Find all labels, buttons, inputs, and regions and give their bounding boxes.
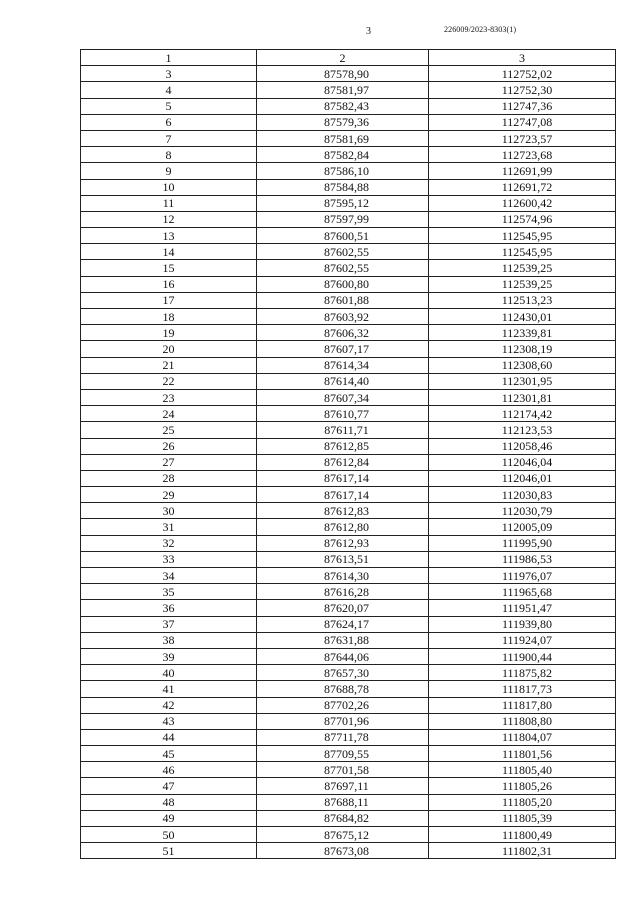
- x-coordinate-cell: 87579,36: [257, 114, 429, 130]
- y-coordinate-cell: 112123,53: [429, 422, 616, 438]
- x-coordinate-cell: 87582,43: [257, 98, 429, 114]
- x-coordinate-cell: 87612,83: [257, 503, 429, 519]
- table-row: [81, 568, 616, 584]
- x-coordinate-cell: 87701,96: [257, 713, 429, 729]
- table-row: [81, 519, 616, 535]
- x-coordinate-cell: 87675,12: [257, 827, 429, 843]
- table-row: [81, 114, 616, 130]
- x-coordinate-cell: 87614,40: [257, 373, 429, 389]
- point-number-cell: 14: [81, 244, 257, 260]
- x-coordinate-cell: 87586,10: [257, 163, 429, 179]
- x-coordinate-cell: 87612,93: [257, 535, 429, 551]
- x-coordinate-cell: 87614,30: [257, 568, 429, 584]
- x-coordinate-cell: 87581,69: [257, 130, 429, 146]
- y-coordinate-cell: 111804,07: [429, 729, 616, 745]
- y-coordinate-cell: 112752,02: [429, 66, 616, 82]
- x-coordinate-cell: 87606,32: [257, 325, 429, 341]
- point-number-cell: 45: [81, 746, 257, 762]
- point-number-cell: 12: [81, 211, 257, 227]
- point-number-cell: 6: [81, 114, 257, 130]
- x-coordinate-cell: 87581,97: [257, 82, 429, 98]
- point-number-cell: 48: [81, 794, 257, 810]
- table-row: [81, 810, 616, 826]
- table-row: [81, 211, 616, 227]
- column-header-2: 2: [257, 50, 429, 66]
- x-coordinate-cell: 87644,06: [257, 648, 429, 664]
- table-row: [81, 729, 616, 745]
- point-number-cell: 10: [81, 179, 257, 195]
- y-coordinate-cell: 112301,81: [429, 389, 616, 405]
- table-row: [81, 665, 616, 681]
- point-number-cell: 3: [81, 66, 257, 82]
- x-coordinate-cell: 87595,12: [257, 195, 429, 211]
- point-number-cell: 40: [81, 665, 257, 681]
- table-row: [81, 130, 616, 146]
- y-coordinate-cell: 112513,23: [429, 292, 616, 308]
- point-number-cell: 24: [81, 406, 257, 422]
- y-coordinate-cell: 112747,36: [429, 98, 616, 114]
- x-coordinate-cell: 87624,17: [257, 616, 429, 632]
- point-number-cell: 21: [81, 357, 257, 373]
- y-coordinate-cell: 112723,57: [429, 130, 616, 146]
- table-row: [81, 746, 616, 762]
- point-number-cell: 26: [81, 438, 257, 454]
- point-number-cell: 18: [81, 309, 257, 325]
- y-coordinate-cell: 111951,47: [429, 600, 616, 616]
- x-coordinate-cell: 87631,88: [257, 632, 429, 648]
- x-coordinate-cell: 87612,85: [257, 438, 429, 454]
- x-coordinate-cell: 87684,82: [257, 810, 429, 826]
- point-number-cell: 22: [81, 373, 257, 389]
- x-coordinate-cell: 87688,78: [257, 681, 429, 697]
- x-coordinate-cell: 87616,28: [257, 584, 429, 600]
- table-row: [81, 438, 616, 454]
- y-coordinate-cell: 112539,25: [429, 260, 616, 276]
- point-number-cell: 32: [81, 535, 257, 551]
- point-number-cell: 25: [81, 422, 257, 438]
- y-coordinate-cell: 112308,60: [429, 357, 616, 373]
- point-number-cell: 44: [81, 729, 257, 745]
- x-coordinate-cell: 87602,55: [257, 244, 429, 260]
- point-number-cell: 41: [81, 681, 257, 697]
- point-number-cell: 47: [81, 778, 257, 794]
- y-coordinate-cell: 112574,96: [429, 211, 616, 227]
- table-row: [81, 697, 616, 713]
- column-header-1: 1: [81, 50, 257, 66]
- point-number-cell: 5: [81, 98, 257, 114]
- table-row: [81, 373, 616, 389]
- table-body: [81, 66, 616, 859]
- table-row: [81, 406, 616, 422]
- table-row: [81, 487, 616, 503]
- table-row: [81, 389, 616, 405]
- point-number-cell: 35: [81, 584, 257, 600]
- y-coordinate-cell: 111805,39: [429, 810, 616, 826]
- x-coordinate-cell: 87702,26: [257, 697, 429, 713]
- y-coordinate-cell: 111965,68: [429, 584, 616, 600]
- table-row: [81, 195, 616, 211]
- y-coordinate-cell: 112539,25: [429, 276, 616, 292]
- x-coordinate-cell: 87613,51: [257, 551, 429, 567]
- y-coordinate-cell: 111900,44: [429, 648, 616, 664]
- x-coordinate-cell: 87601,88: [257, 292, 429, 308]
- y-coordinate-cell: 112691,72: [429, 179, 616, 195]
- y-coordinate-cell: 112430,01: [429, 309, 616, 325]
- point-number-cell: 16: [81, 276, 257, 292]
- point-number-cell: 23: [81, 389, 257, 405]
- y-coordinate-cell: 112600,42: [429, 195, 616, 211]
- y-coordinate-cell: 112747,08: [429, 114, 616, 130]
- table-row: [81, 422, 616, 438]
- table-row: [81, 454, 616, 470]
- y-coordinate-cell: 111802,31: [429, 843, 616, 859]
- table-header-row: [81, 50, 616, 66]
- table-row: [81, 648, 616, 664]
- point-number-cell: 50: [81, 827, 257, 843]
- table-row: [81, 535, 616, 551]
- point-number-cell: 28: [81, 470, 257, 486]
- x-coordinate-cell: 87617,14: [257, 470, 429, 486]
- x-coordinate-cell: 87711,78: [257, 729, 429, 745]
- y-coordinate-cell: 111808,80: [429, 713, 616, 729]
- point-number-cell: 7: [81, 130, 257, 146]
- x-coordinate-cell: 87603,92: [257, 309, 429, 325]
- table-row: [81, 503, 616, 519]
- x-coordinate-cell: 87607,34: [257, 389, 429, 405]
- x-coordinate-cell: 87610,77: [257, 406, 429, 422]
- y-coordinate-cell: 112545,95: [429, 228, 616, 244]
- x-coordinate-cell: 87620,07: [257, 600, 429, 616]
- table-row: [81, 827, 616, 843]
- point-number-cell: 13: [81, 228, 257, 244]
- table-row: [81, 713, 616, 729]
- point-number-cell: 17: [81, 292, 257, 308]
- y-coordinate-cell: 112308,19: [429, 341, 616, 357]
- point-number-cell: 19: [81, 325, 257, 341]
- y-coordinate-cell: 112030,83: [429, 487, 616, 503]
- point-number-cell: 34: [81, 568, 257, 584]
- x-coordinate-cell: 87584,88: [257, 179, 429, 195]
- table-row: [81, 292, 616, 308]
- y-coordinate-cell: 111805,40: [429, 762, 616, 778]
- point-number-cell: 42: [81, 697, 257, 713]
- x-coordinate-cell: 87607,17: [257, 341, 429, 357]
- y-coordinate-cell: 112058,46: [429, 438, 616, 454]
- table-row: [81, 244, 616, 260]
- y-coordinate-cell: 112005,09: [429, 519, 616, 535]
- y-coordinate-cell: 112046,01: [429, 470, 616, 486]
- point-number-cell: 37: [81, 616, 257, 632]
- y-coordinate-cell: 111805,20: [429, 794, 616, 810]
- y-coordinate-cell: 112752,30: [429, 82, 616, 98]
- table-row: [81, 778, 616, 794]
- table-row: [81, 98, 616, 114]
- point-number-cell: 38: [81, 632, 257, 648]
- x-coordinate-cell: 87612,84: [257, 454, 429, 470]
- x-coordinate-cell: 87578,90: [257, 66, 429, 82]
- table-row: [81, 260, 616, 276]
- point-number-cell: 51: [81, 843, 257, 859]
- x-coordinate-cell: 87611,71: [257, 422, 429, 438]
- page-number: 3: [366, 26, 371, 37]
- point-number-cell: 9: [81, 163, 257, 179]
- table-row: [81, 147, 616, 163]
- x-coordinate-cell: 87657,30: [257, 665, 429, 681]
- x-coordinate-cell: 87709,55: [257, 746, 429, 762]
- coordinates-table: [80, 49, 616, 859]
- point-number-cell: 11: [81, 195, 257, 211]
- y-coordinate-cell: 112301,95: [429, 373, 616, 389]
- x-coordinate-cell: 87697,11: [257, 778, 429, 794]
- x-coordinate-cell: 87597,99: [257, 211, 429, 227]
- y-coordinate-cell: 112691,99: [429, 163, 616, 179]
- point-number-cell: 31: [81, 519, 257, 535]
- table-row: [81, 66, 616, 82]
- table-row: [81, 616, 616, 632]
- y-coordinate-cell: 111924,07: [429, 632, 616, 648]
- table-row: [81, 179, 616, 195]
- column-header-3: 3: [429, 50, 616, 66]
- x-coordinate-cell: 87673,08: [257, 843, 429, 859]
- y-coordinate-cell: 111801,56: [429, 746, 616, 762]
- y-coordinate-cell: 111800,49: [429, 827, 616, 843]
- point-number-cell: 20: [81, 341, 257, 357]
- table-row: [81, 843, 616, 859]
- table-row: [81, 341, 616, 357]
- x-coordinate-cell: 87701,58: [257, 762, 429, 778]
- x-coordinate-cell: 87688,11: [257, 794, 429, 810]
- point-number-cell: 8: [81, 147, 257, 163]
- point-number-cell: 39: [81, 648, 257, 664]
- y-coordinate-cell: 112339,81: [429, 325, 616, 341]
- point-number-cell: 29: [81, 487, 257, 503]
- point-number-cell: 43: [81, 713, 257, 729]
- x-coordinate-cell: 87600,80: [257, 276, 429, 292]
- y-coordinate-cell: 111875,82: [429, 665, 616, 681]
- y-coordinate-cell: 111805,26: [429, 778, 616, 794]
- y-coordinate-cell: 112174,42: [429, 406, 616, 422]
- point-number-cell: 36: [81, 600, 257, 616]
- point-number-cell: 15: [81, 260, 257, 276]
- x-coordinate-cell: 87612,80: [257, 519, 429, 535]
- table-row: [81, 762, 616, 778]
- y-coordinate-cell: 112545,95: [429, 244, 616, 260]
- x-coordinate-cell: 87602,55: [257, 260, 429, 276]
- table-row: [81, 681, 616, 697]
- y-coordinate-cell: 111976,07: [429, 568, 616, 584]
- document-id: 226009/2023-8303(1): [444, 25, 517, 34]
- table-row: [81, 325, 616, 341]
- point-number-cell: 4: [81, 82, 257, 98]
- x-coordinate-cell: 87582,84: [257, 147, 429, 163]
- y-coordinate-cell: 111986,53: [429, 551, 616, 567]
- x-coordinate-cell: 87614,34: [257, 357, 429, 373]
- x-coordinate-cell: 87600,51: [257, 228, 429, 244]
- y-coordinate-cell: 111939,80: [429, 616, 616, 632]
- point-number-cell: 33: [81, 551, 257, 567]
- table-row: [81, 632, 616, 648]
- table-row: [81, 357, 616, 373]
- y-coordinate-cell: 111817,73: [429, 681, 616, 697]
- table-row: [81, 309, 616, 325]
- table-row: [81, 276, 616, 292]
- point-number-cell: 46: [81, 762, 257, 778]
- table-row: [81, 794, 616, 810]
- table-row: [81, 82, 616, 98]
- table-row: [81, 470, 616, 486]
- point-number-cell: 27: [81, 454, 257, 470]
- point-number-cell: 49: [81, 810, 257, 826]
- y-coordinate-cell: 112046,04: [429, 454, 616, 470]
- y-coordinate-cell: 111817,80: [429, 697, 616, 713]
- x-coordinate-cell: 87617,14: [257, 487, 429, 503]
- table-row: [81, 163, 616, 179]
- table-row: [81, 600, 616, 616]
- y-coordinate-cell: 112723,68: [429, 147, 616, 163]
- table-row: [81, 551, 616, 567]
- table-row: [81, 584, 616, 600]
- table-row: [81, 228, 616, 244]
- y-coordinate-cell: 111995,90: [429, 535, 616, 551]
- point-number-cell: 30: [81, 503, 257, 519]
- y-coordinate-cell: 112030,79: [429, 503, 616, 519]
